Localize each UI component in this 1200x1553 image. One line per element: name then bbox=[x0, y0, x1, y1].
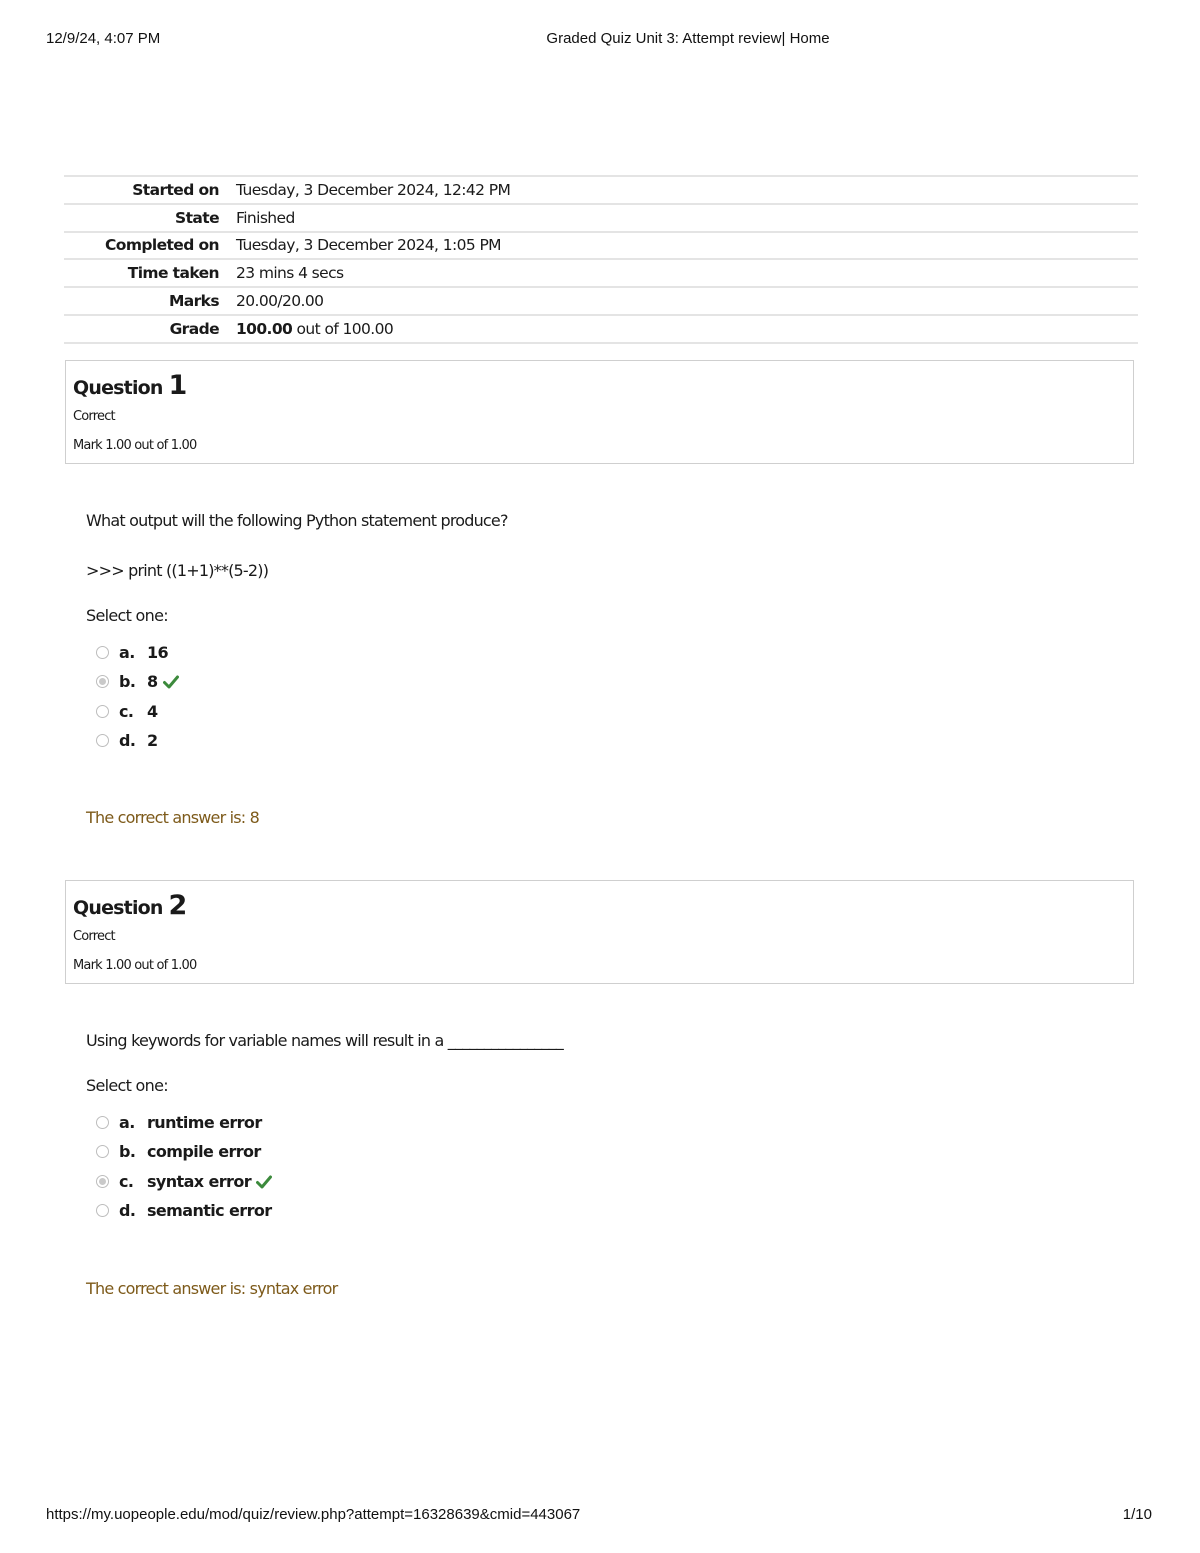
summary-label: Marks bbox=[64, 287, 236, 315]
answer-letter: d. bbox=[119, 1200, 136, 1220]
summary-label: Completed on bbox=[64, 232, 236, 260]
radio-button[interactable] bbox=[96, 1204, 109, 1217]
summary-label: State bbox=[64, 204, 236, 232]
radio-button[interactable] bbox=[96, 646, 109, 659]
summary-row-time-taken bbox=[64, 259, 1138, 287]
summary-row-marks bbox=[64, 287, 1138, 315]
answer-letter: c. bbox=[119, 1171, 134, 1191]
question-2-info bbox=[65, 880, 1134, 984]
answer-letter: b. bbox=[119, 1142, 136, 1162]
summary-label: Grade bbox=[64, 315, 236, 343]
question-title bbox=[73, 370, 187, 401]
attempt-summary-table bbox=[64, 175, 1138, 344]
question-1-right-answer: The correct answer is: 8 bbox=[86, 808, 260, 827]
summary-row-grade bbox=[64, 315, 1138, 343]
summary-row-completed bbox=[64, 232, 1138, 260]
answer-letter: d. bbox=[119, 730, 136, 750]
answer-letter: a. bbox=[119, 643, 135, 662]
question-1-code: >>> print ((1+1)**(5-2)) bbox=[86, 561, 269, 580]
question-word: Question bbox=[73, 377, 163, 399]
answer-letter: b. bbox=[119, 672, 136, 692]
question-2-answers bbox=[96, 1113, 696, 1230]
summary-value: Tuesday, 3 December 2024, 1:05 PM bbox=[236, 232, 1138, 260]
answer-text: compile error bbox=[147, 1142, 261, 1162]
question-1-text: What output will the following Python statement produce? bbox=[86, 511, 508, 530]
answer-option-b[interactable] bbox=[96, 1142, 696, 1171]
answer-text-wrap bbox=[147, 672, 179, 691]
summary-value: 23 mins 4 secs bbox=[236, 259, 1138, 287]
page-number: 1/10 bbox=[1122, 1506, 1152, 1523]
question-state: Correct bbox=[73, 929, 115, 944]
answer-option-d[interactable] bbox=[96, 1201, 696, 1230]
summary-row-state bbox=[64, 204, 1138, 232]
question-state: Correct bbox=[73, 409, 115, 424]
answer-text: semantic error bbox=[147, 1200, 272, 1220]
question-word: Question bbox=[73, 897, 163, 919]
answer-option-a[interactable] bbox=[96, 643, 696, 672]
question-title bbox=[73, 890, 187, 921]
question-mark: Mark 1.00 out of 1.00 bbox=[73, 438, 197, 453]
answer-text: 2 bbox=[147, 730, 158, 750]
select-one-label: Select one: bbox=[86, 606, 168, 625]
checkmark-icon bbox=[163, 675, 179, 689]
question-1-info bbox=[65, 360, 1134, 464]
answer-text-wrap bbox=[147, 1172, 272, 1191]
summary-row-started bbox=[64, 176, 1138, 204]
summary-value bbox=[236, 315, 1138, 343]
radio-button[interactable] bbox=[96, 1145, 109, 1158]
summary-value: Tuesday, 3 December 2024, 12:42 PM bbox=[236, 176, 1138, 204]
answer-text: runtime error bbox=[147, 1113, 262, 1132]
print-page-title: Graded Quiz Unit 3: Attempt review| Home bbox=[546, 30, 830, 47]
question-number: 1 bbox=[168, 370, 188, 401]
question-2-text: Using keywords for variable names will result in a ________________ bbox=[86, 1031, 563, 1050]
answer-option-d[interactable] bbox=[96, 731, 696, 760]
answer-text: 8 bbox=[147, 672, 158, 692]
answer-letter: c. bbox=[119, 701, 134, 721]
print-datetime: 12/9/24, 4:07 PM bbox=[46, 30, 161, 47]
question-2-right-answer: The correct answer is: syntax error bbox=[86, 1279, 338, 1298]
answer-option-a[interactable] bbox=[96, 1113, 696, 1142]
answer-letter: a. bbox=[119, 1113, 135, 1132]
print-footer bbox=[46, 1506, 1152, 1526]
answer-text: 16 bbox=[147, 643, 169, 662]
checkmark-icon bbox=[256, 1175, 272, 1189]
summary-label: Started on bbox=[64, 176, 236, 204]
radio-button-selected[interactable] bbox=[96, 1175, 109, 1188]
question-mark: Mark 1.00 out of 1.00 bbox=[73, 958, 197, 973]
question-1-answers bbox=[96, 643, 696, 760]
answer-text: 4 bbox=[147, 701, 158, 721]
radio-button[interactable] bbox=[96, 1116, 109, 1129]
summary-value: Finished bbox=[236, 204, 1138, 232]
select-one-label: Select one: bbox=[86, 1076, 168, 1095]
summary-value: 20.00/20.00 bbox=[236, 287, 1138, 315]
answer-option-c[interactable] bbox=[96, 1172, 696, 1201]
grade-out-of: out of 100.00 bbox=[292, 319, 394, 338]
answer-option-c[interactable] bbox=[96, 702, 696, 731]
grade-value: 100.00 bbox=[236, 319, 293, 338]
radio-button[interactable] bbox=[96, 734, 109, 747]
print-url: https://my.uopeople.edu/mod/quiz/review.php?attempt=16328639&cmid=443067 bbox=[46, 1506, 581, 1523]
answer-option-b[interactable] bbox=[96, 672, 696, 701]
radio-button-selected[interactable] bbox=[96, 675, 109, 688]
radio-button[interactable] bbox=[96, 705, 109, 718]
print-header bbox=[46, 30, 1154, 50]
summary-label: Time taken bbox=[64, 259, 236, 287]
answer-text: syntax error bbox=[147, 1171, 251, 1191]
question-number: 2 bbox=[168, 890, 188, 921]
